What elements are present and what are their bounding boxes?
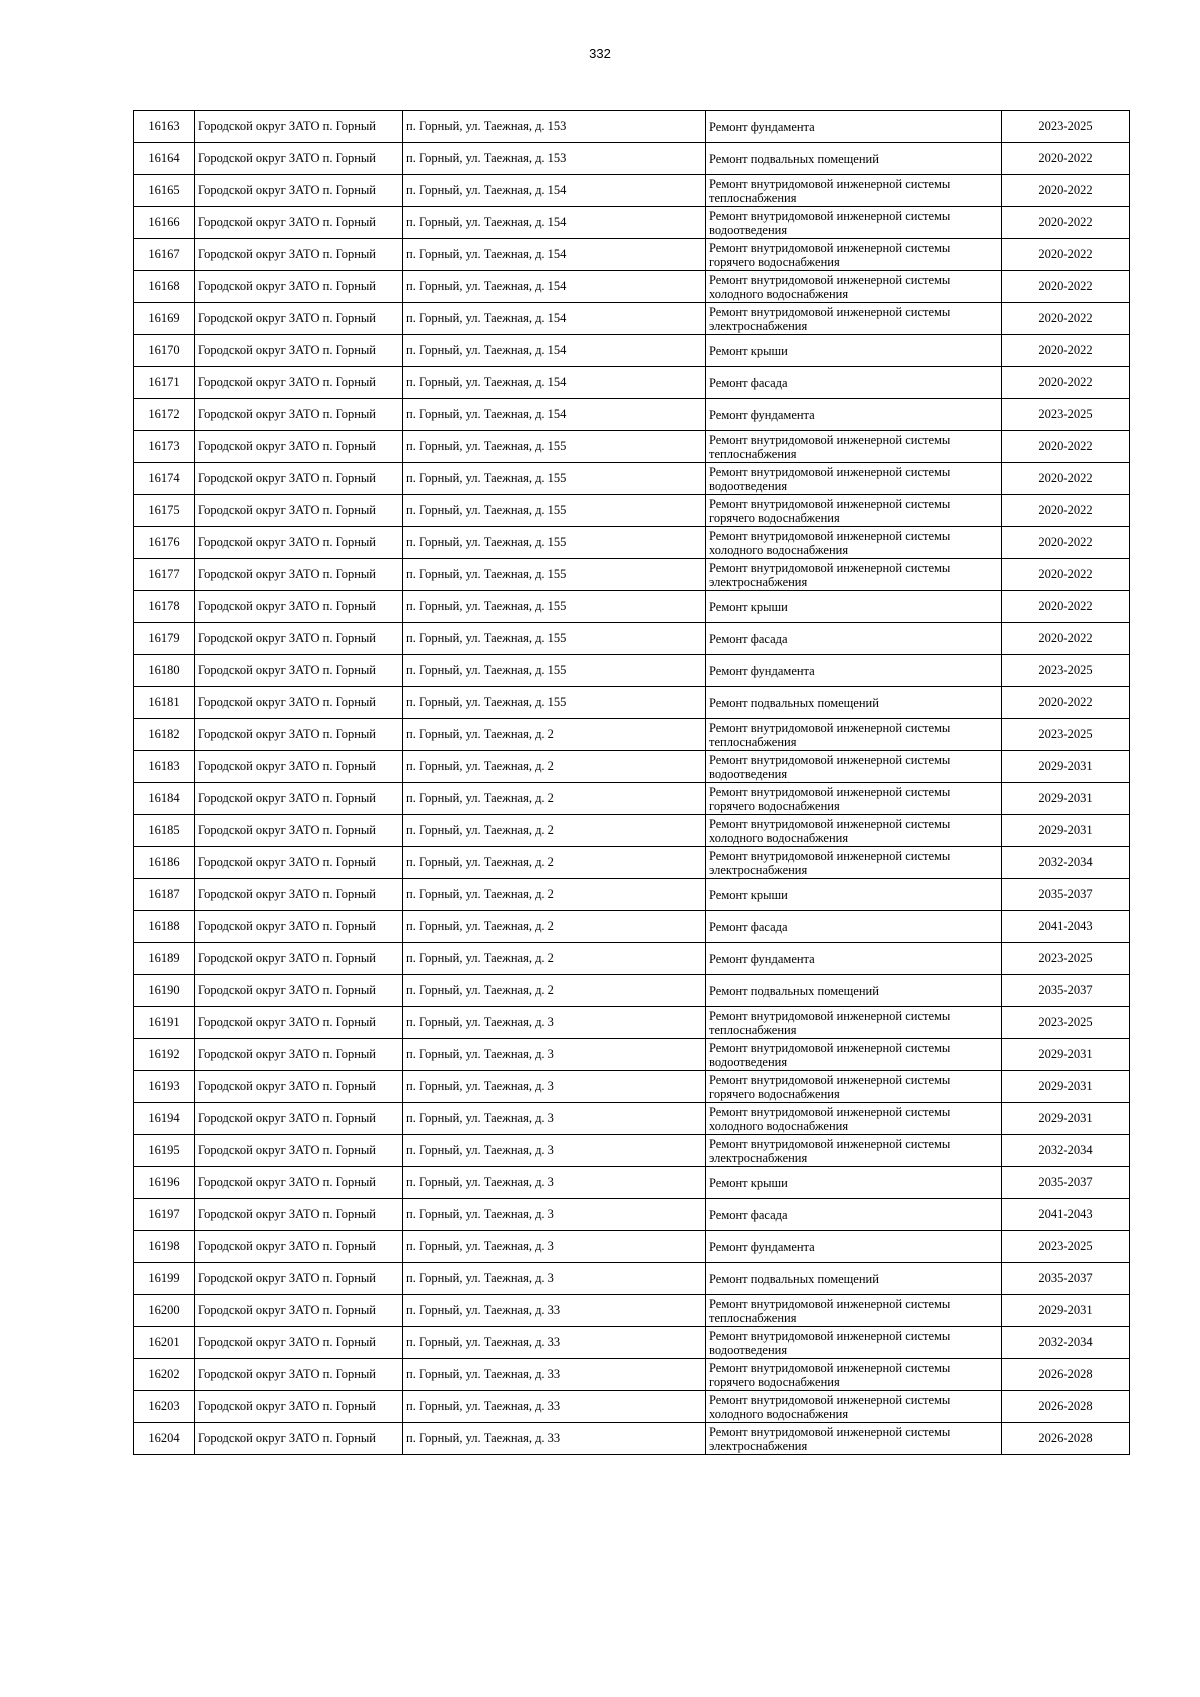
municipality-cell: Городской округ ЗАТО п. Горный bbox=[195, 687, 403, 719]
address-cell: п. Горный, ул. Таежная, д. 33 bbox=[403, 1327, 706, 1359]
address-cell: п. Горный, ул. Таежная, д. 3 bbox=[403, 1135, 706, 1167]
work-type-cell: Ремонт фасада bbox=[706, 911, 1002, 943]
address-cell: п. Горный, ул. Таежная, д. 3 bbox=[403, 1039, 706, 1071]
period-cell: 2020-2022 bbox=[1002, 143, 1130, 175]
address-cell: п. Горный, ул. Таежная, д. 33 bbox=[403, 1359, 706, 1391]
period-cell: 2023-2025 bbox=[1002, 399, 1130, 431]
municipality-cell: Городской округ ЗАТО п. Горный bbox=[195, 943, 403, 975]
municipality-cell: Городской округ ЗАТО п. Горный bbox=[195, 623, 403, 655]
table-row bbox=[134, 975, 1130, 1007]
table-row bbox=[134, 1423, 1130, 1455]
work-type-cell: Ремонт подвальных помещений bbox=[706, 975, 1002, 1007]
table-row bbox=[134, 751, 1130, 783]
row-number-cell: 16180 bbox=[134, 655, 195, 687]
municipality-cell: Городской округ ЗАТО п. Горный bbox=[195, 1007, 403, 1039]
work-type-cell: Ремонт фундамента bbox=[706, 655, 1002, 687]
work-type-cell: Ремонт внутридомовой инженерной системы теплоснабжения bbox=[706, 719, 1002, 751]
work-type-cell: Ремонт внутридомовой инженерной системы водоотведения bbox=[706, 463, 1002, 495]
work-type-cell: Ремонт внутридомовой инженерной системы теплоснабжения bbox=[706, 1295, 1002, 1327]
period-cell: 2020-2022 bbox=[1002, 335, 1130, 367]
row-number-cell: 16194 bbox=[134, 1103, 195, 1135]
work-type-cell: Ремонт крыши bbox=[706, 591, 1002, 623]
period-cell: 2029-2031 bbox=[1002, 1295, 1130, 1327]
period-cell: 2032-2034 bbox=[1002, 1327, 1130, 1359]
row-number-cell: 16185 bbox=[134, 815, 195, 847]
period-cell: 2035-2037 bbox=[1002, 879, 1130, 911]
row-number-cell: 16203 bbox=[134, 1391, 195, 1423]
address-cell: п. Горный, ул. Таежная, д. 154 bbox=[403, 399, 706, 431]
table-row bbox=[134, 847, 1130, 879]
row-number-cell: 16172 bbox=[134, 399, 195, 431]
table-row bbox=[134, 1103, 1130, 1135]
period-cell: 2020-2022 bbox=[1002, 495, 1130, 527]
address-cell: п. Горный, ул. Таежная, д. 2 bbox=[403, 975, 706, 1007]
address-cell: п. Горный, ул. Таежная, д. 155 bbox=[403, 559, 706, 591]
period-cell: 2026-2028 bbox=[1002, 1359, 1130, 1391]
row-number-cell: 16182 bbox=[134, 719, 195, 751]
work-type-cell: Ремонт фасада bbox=[706, 367, 1002, 399]
row-number-cell: 16165 bbox=[134, 175, 195, 207]
row-number-cell: 16202 bbox=[134, 1359, 195, 1391]
row-number-cell: 16186 bbox=[134, 847, 195, 879]
table-row bbox=[134, 207, 1130, 239]
work-type-cell: Ремонт подвальных помещений bbox=[706, 1263, 1002, 1295]
table-row bbox=[134, 303, 1130, 335]
address-cell: п. Горный, ул. Таежная, д. 154 bbox=[403, 303, 706, 335]
address-cell: п. Горный, ул. Таежная, д. 3 bbox=[403, 1231, 706, 1263]
municipality-cell: Городской округ ЗАТО п. Горный bbox=[195, 975, 403, 1007]
work-type-cell: Ремонт внутридомовой инженерной системы электроснабжения bbox=[706, 559, 1002, 591]
municipality-cell: Городской округ ЗАТО п. Горный bbox=[195, 751, 403, 783]
municipality-cell: Городской округ ЗАТО п. Горный bbox=[195, 303, 403, 335]
work-type-cell: Ремонт подвальных помещений bbox=[706, 687, 1002, 719]
municipality-cell: Городской округ ЗАТО п. Горный bbox=[195, 1295, 403, 1327]
municipality-cell: Городской округ ЗАТО п. Горный bbox=[195, 1135, 403, 1167]
work-type-cell: Ремонт внутридомовой инженерной системы водоотведения bbox=[706, 751, 1002, 783]
table-row bbox=[134, 783, 1130, 815]
period-cell: 2035-2037 bbox=[1002, 1167, 1130, 1199]
table-row bbox=[134, 1263, 1130, 1295]
address-cell: п. Горный, ул. Таежная, д. 2 bbox=[403, 943, 706, 975]
address-cell: п. Горный, ул. Таежная, д. 33 bbox=[403, 1423, 706, 1455]
row-number-cell: 16199 bbox=[134, 1263, 195, 1295]
table-row bbox=[134, 495, 1130, 527]
period-cell: 2020-2022 bbox=[1002, 623, 1130, 655]
work-type-cell: Ремонт фундамента bbox=[706, 111, 1002, 143]
table-row bbox=[134, 271, 1130, 303]
work-type-cell: Ремонт внутридомовой инженерной системы горячего водоснабжения bbox=[706, 239, 1002, 271]
table-row bbox=[134, 143, 1130, 175]
table-row bbox=[134, 399, 1130, 431]
address-cell: п. Горный, ул. Таежная, д. 3 bbox=[403, 1103, 706, 1135]
municipality-cell: Городской округ ЗАТО п. Горный bbox=[195, 527, 403, 559]
work-type-cell: Ремонт внутридомовой инженерной системы водоотведения bbox=[706, 1039, 1002, 1071]
work-type-cell: Ремонт внутридомовой инженерной системы электроснабжения bbox=[706, 847, 1002, 879]
municipality-cell: Городской округ ЗАТО п. Горный bbox=[195, 847, 403, 879]
work-type-cell: Ремонт подвальных помещений bbox=[706, 143, 1002, 175]
address-cell: п. Горный, ул. Таежная, д. 2 bbox=[403, 815, 706, 847]
row-number-cell: 16197 bbox=[134, 1199, 195, 1231]
row-number-cell: 16178 bbox=[134, 591, 195, 623]
municipality-cell: Городской округ ЗАТО п. Горный bbox=[195, 1103, 403, 1135]
municipality-cell: Городской округ ЗАТО п. Горный bbox=[195, 815, 403, 847]
table-row bbox=[134, 1007, 1130, 1039]
work-type-cell: Ремонт внутридомовой инженерной системы электроснабжения bbox=[706, 1423, 1002, 1455]
table-row bbox=[134, 943, 1130, 975]
period-cell: 2020-2022 bbox=[1002, 431, 1130, 463]
table-row bbox=[134, 463, 1130, 495]
municipality-cell: Городской округ ЗАТО п. Горный bbox=[195, 1039, 403, 1071]
address-cell: п. Горный, ул. Таежная, д. 154 bbox=[403, 207, 706, 239]
table-row bbox=[134, 687, 1130, 719]
table-row bbox=[134, 1359, 1130, 1391]
work-type-cell: Ремонт фундамента bbox=[706, 1231, 1002, 1263]
period-cell: 2020-2022 bbox=[1002, 559, 1130, 591]
address-cell: п. Горный, ул. Таежная, д. 153 bbox=[403, 143, 706, 175]
municipality-cell: Городской округ ЗАТО п. Горный bbox=[195, 1327, 403, 1359]
address-cell: п. Горный, ул. Таежная, д. 155 bbox=[403, 431, 706, 463]
row-number-cell: 16189 bbox=[134, 943, 195, 975]
table-row bbox=[134, 623, 1130, 655]
table-row bbox=[134, 527, 1130, 559]
period-cell: 2020-2022 bbox=[1002, 239, 1130, 271]
address-cell: п. Горный, ул. Таежная, д. 3 bbox=[403, 1263, 706, 1295]
address-cell: п. Горный, ул. Таежная, д. 155 bbox=[403, 623, 706, 655]
row-number-cell: 16204 bbox=[134, 1423, 195, 1455]
work-type-cell: Ремонт внутридомовой инженерной системы теплоснабжения bbox=[706, 431, 1002, 463]
municipality-cell: Городской округ ЗАТО п. Горный bbox=[195, 655, 403, 687]
row-number-cell: 16183 bbox=[134, 751, 195, 783]
row-number-cell: 16200 bbox=[134, 1295, 195, 1327]
work-type-cell: Ремонт фундамента bbox=[706, 943, 1002, 975]
address-cell: п. Горный, ул. Таежная, д. 2 bbox=[403, 847, 706, 879]
work-type-cell: Ремонт внутридомовой инженерной системы холодного водоснабжения bbox=[706, 1103, 1002, 1135]
period-cell: 2035-2037 bbox=[1002, 975, 1130, 1007]
period-cell: 2032-2034 bbox=[1002, 847, 1130, 879]
address-cell: п. Горный, ул. Таежная, д. 154 bbox=[403, 271, 706, 303]
period-cell: 2023-2025 bbox=[1002, 943, 1130, 975]
period-cell: 2023-2025 bbox=[1002, 655, 1130, 687]
row-number-cell: 16187 bbox=[134, 879, 195, 911]
work-type-cell: Ремонт крыши bbox=[706, 335, 1002, 367]
period-cell: 2029-2031 bbox=[1002, 1103, 1130, 1135]
work-type-cell: Ремонт внутридомовой инженерной системы холодного водоснабжения bbox=[706, 1391, 1002, 1423]
period-cell: 2020-2022 bbox=[1002, 687, 1130, 719]
row-number-cell: 16173 bbox=[134, 431, 195, 463]
period-cell: 2020-2022 bbox=[1002, 367, 1130, 399]
municipality-cell: Городской округ ЗАТО п. Горный bbox=[195, 1391, 403, 1423]
address-cell: п. Горный, ул. Таежная, д. 153 bbox=[403, 111, 706, 143]
table-row bbox=[134, 1167, 1130, 1199]
work-type-cell: Ремонт внутридомовой инженерной системы водоотведения bbox=[706, 207, 1002, 239]
municipality-cell: Городской округ ЗАТО п. Горный bbox=[195, 1359, 403, 1391]
table-row bbox=[134, 175, 1130, 207]
table-row bbox=[134, 1327, 1130, 1359]
period-cell: 2020-2022 bbox=[1002, 175, 1130, 207]
period-cell: 2026-2028 bbox=[1002, 1423, 1130, 1455]
address-cell: п. Горный, ул. Таежная, д. 155 bbox=[403, 591, 706, 623]
work-type-cell: Ремонт внутридомовой инженерной системы холодного водоснабжения bbox=[706, 815, 1002, 847]
table-row bbox=[134, 815, 1130, 847]
municipality-cell: Городской округ ЗАТО п. Горный bbox=[195, 367, 403, 399]
row-number-cell: 16174 bbox=[134, 463, 195, 495]
period-cell: 2029-2031 bbox=[1002, 783, 1130, 815]
period-cell: 2023-2025 bbox=[1002, 111, 1130, 143]
municipality-cell: Городской округ ЗАТО п. Горный bbox=[195, 207, 403, 239]
row-number-cell: 16191 bbox=[134, 1007, 195, 1039]
address-cell: п. Горный, ул. Таежная, д. 3 bbox=[403, 1071, 706, 1103]
period-cell: 2020-2022 bbox=[1002, 207, 1130, 239]
row-number-cell: 16179 bbox=[134, 623, 195, 655]
row-number-cell: 16195 bbox=[134, 1135, 195, 1167]
municipality-cell: Городской округ ЗАТО п. Горный bbox=[195, 1423, 403, 1455]
municipality-cell: Городской округ ЗАТО п. Горный bbox=[195, 559, 403, 591]
work-type-cell: Ремонт внутридомовой инженерной системы горячего водоснабжения bbox=[706, 1071, 1002, 1103]
municipality-cell: Городской округ ЗАТО п. Горный bbox=[195, 271, 403, 303]
address-cell: п. Горный, ул. Таежная, д. 2 bbox=[403, 783, 706, 815]
address-cell: п. Горный, ул. Таежная, д. 154 bbox=[403, 239, 706, 271]
period-cell: 2023-2025 bbox=[1002, 1231, 1130, 1263]
address-cell: п. Горный, ул. Таежная, д. 155 bbox=[403, 655, 706, 687]
municipality-cell: Городской округ ЗАТО п. Горный bbox=[195, 879, 403, 911]
address-cell: п. Горный, ул. Таежная, д. 3 bbox=[403, 1167, 706, 1199]
row-number-cell: 16184 bbox=[134, 783, 195, 815]
table-row bbox=[134, 1039, 1130, 1071]
work-type-cell: Ремонт фасада bbox=[706, 1199, 1002, 1231]
period-cell: 2020-2022 bbox=[1002, 303, 1130, 335]
address-cell: п. Горный, ул. Таежная, д. 2 bbox=[403, 719, 706, 751]
municipality-cell: Городской округ ЗАТО п. Горный bbox=[195, 495, 403, 527]
row-number-cell: 16177 bbox=[134, 559, 195, 591]
period-cell: 2029-2031 bbox=[1002, 1039, 1130, 1071]
address-cell: п. Горный, ул. Таежная, д. 154 bbox=[403, 335, 706, 367]
municipality-cell: Городской округ ЗАТО п. Горный bbox=[195, 1231, 403, 1263]
address-cell: п. Горный, ул. Таежная, д. 155 bbox=[403, 687, 706, 719]
row-number-cell: 16167 bbox=[134, 239, 195, 271]
municipality-cell: Городской округ ЗАТО п. Горный bbox=[195, 335, 403, 367]
address-cell: п. Горный, ул. Таежная, д. 3 bbox=[403, 1199, 706, 1231]
period-cell: 2035-2037 bbox=[1002, 1263, 1130, 1295]
period-cell: 2020-2022 bbox=[1002, 271, 1130, 303]
work-type-cell: Ремонт внутридомовой инженерной системы водоотведения bbox=[706, 1327, 1002, 1359]
municipality-cell: Городской округ ЗАТО п. Горный bbox=[195, 783, 403, 815]
period-cell: 2032-2034 bbox=[1002, 1135, 1130, 1167]
work-type-cell: Ремонт внутридомовой инженерной системы электроснабжения bbox=[706, 1135, 1002, 1167]
period-cell: 2020-2022 bbox=[1002, 463, 1130, 495]
municipality-cell: Городской округ ЗАТО п. Горный bbox=[195, 463, 403, 495]
address-cell: п. Горный, ул. Таежная, д. 2 bbox=[403, 879, 706, 911]
table-row bbox=[134, 335, 1130, 367]
municipality-cell: Городской округ ЗАТО п. Горный bbox=[195, 399, 403, 431]
municipality-cell: Городской округ ЗАТО п. Горный bbox=[195, 111, 403, 143]
table-row bbox=[134, 1071, 1130, 1103]
address-cell: п. Горный, ул. Таежная, д. 155 bbox=[403, 527, 706, 559]
row-number-cell: 16193 bbox=[134, 1071, 195, 1103]
municipality-cell: Городской округ ЗАТО п. Горный bbox=[195, 143, 403, 175]
municipality-cell: Городской округ ЗАТО п. Горный bbox=[195, 175, 403, 207]
work-type-cell: Ремонт крыши bbox=[706, 1167, 1002, 1199]
municipality-cell: Городской округ ЗАТО п. Горный bbox=[195, 1199, 403, 1231]
table-row bbox=[134, 879, 1130, 911]
table-row bbox=[134, 239, 1130, 271]
table-body bbox=[134, 111, 1130, 1455]
address-cell: п. Горный, ул. Таежная, д. 33 bbox=[403, 1295, 706, 1327]
table-row bbox=[134, 1135, 1130, 1167]
municipality-cell: Городской округ ЗАТО п. Горный bbox=[195, 591, 403, 623]
row-number-cell: 16176 bbox=[134, 527, 195, 559]
municipality-cell: Городской округ ЗАТО п. Горный bbox=[195, 431, 403, 463]
table-row bbox=[134, 655, 1130, 687]
address-cell: п. Горный, ул. Таежная, д. 33 bbox=[403, 1391, 706, 1423]
row-number-cell: 16190 bbox=[134, 975, 195, 1007]
period-cell: 2029-2031 bbox=[1002, 1071, 1130, 1103]
row-number-cell: 16196 bbox=[134, 1167, 195, 1199]
row-number-cell: 16181 bbox=[134, 687, 195, 719]
row-number-cell: 16192 bbox=[134, 1039, 195, 1071]
address-cell: п. Горный, ул. Таежная, д. 3 bbox=[403, 1007, 706, 1039]
table-row bbox=[134, 719, 1130, 751]
work-type-cell: Ремонт внутридомовой инженерной системы теплоснабжения bbox=[706, 1007, 1002, 1039]
period-cell: 2029-2031 bbox=[1002, 751, 1130, 783]
table-row bbox=[134, 1295, 1130, 1327]
row-number-cell: 16164 bbox=[134, 143, 195, 175]
period-cell: 2029-2031 bbox=[1002, 815, 1130, 847]
address-cell: п. Горный, ул. Таежная, д. 155 bbox=[403, 463, 706, 495]
municipality-cell: Городской округ ЗАТО п. Горный bbox=[195, 1167, 403, 1199]
row-number-cell: 16169 bbox=[134, 303, 195, 335]
table-row bbox=[134, 1231, 1130, 1263]
address-cell: п. Горный, ул. Таежная, д. 154 bbox=[403, 367, 706, 399]
municipality-cell: Городской округ ЗАТО п. Горный bbox=[195, 1071, 403, 1103]
work-type-cell: Ремонт внутридомовой инженерной системы горячего водоснабжения bbox=[706, 783, 1002, 815]
table-row bbox=[134, 111, 1130, 143]
period-cell: 2023-2025 bbox=[1002, 1007, 1130, 1039]
period-cell: 2020-2022 bbox=[1002, 527, 1130, 559]
table-row bbox=[134, 367, 1130, 399]
page-number: 332 bbox=[589, 46, 611, 61]
period-cell: 2020-2022 bbox=[1002, 591, 1130, 623]
municipality-cell: Городской округ ЗАТО п. Горный bbox=[195, 1263, 403, 1295]
table-row bbox=[134, 559, 1130, 591]
table-row bbox=[134, 591, 1130, 623]
address-cell: п. Горный, ул. Таежная, д. 2 bbox=[403, 751, 706, 783]
work-type-cell: Ремонт внутридомовой инженерной системы горячего водоснабжения bbox=[706, 1359, 1002, 1391]
row-number-cell: 16170 bbox=[134, 335, 195, 367]
table-row bbox=[134, 1199, 1130, 1231]
table-row bbox=[134, 1391, 1130, 1423]
work-type-cell: Ремонт фасада bbox=[706, 623, 1002, 655]
repair-schedule-table bbox=[133, 110, 1130, 1455]
work-type-cell: Ремонт фундамента bbox=[706, 399, 1002, 431]
work-type-cell: Ремонт внутридомовой инженерной системы холодного водоснабжения bbox=[706, 527, 1002, 559]
municipality-cell: Городской округ ЗАТО п. Горный bbox=[195, 239, 403, 271]
row-number-cell: 16188 bbox=[134, 911, 195, 943]
row-number-cell: 16163 bbox=[134, 111, 195, 143]
work-type-cell: Ремонт внутридомовой инженерной системы теплоснабжения bbox=[706, 175, 1002, 207]
row-number-cell: 16201 bbox=[134, 1327, 195, 1359]
municipality-cell: Городской округ ЗАТО п. Горный bbox=[195, 911, 403, 943]
row-number-cell: 16168 bbox=[134, 271, 195, 303]
period-cell: 2026-2028 bbox=[1002, 1391, 1130, 1423]
table-row bbox=[134, 431, 1130, 463]
period-cell: 2023-2025 bbox=[1002, 719, 1130, 751]
address-cell: п. Горный, ул. Таежная, д. 154 bbox=[403, 175, 706, 207]
work-type-cell: Ремонт крыши bbox=[706, 879, 1002, 911]
row-number-cell: 16198 bbox=[134, 1231, 195, 1263]
period-cell: 2041-2043 bbox=[1002, 1199, 1130, 1231]
work-type-cell: Ремонт внутридомовой инженерной системы электроснабжения bbox=[706, 303, 1002, 335]
address-cell: п. Горный, ул. Таежная, д. 2 bbox=[403, 911, 706, 943]
row-number-cell: 16171 bbox=[134, 367, 195, 399]
work-type-cell: Ремонт внутридомовой инженерной системы холодного водоснабжения bbox=[706, 271, 1002, 303]
work-type-cell: Ремонт внутридомовой инженерной системы горячего водоснабжения bbox=[706, 495, 1002, 527]
period-cell: 2041-2043 bbox=[1002, 911, 1130, 943]
row-number-cell: 16175 bbox=[134, 495, 195, 527]
row-number-cell: 16166 bbox=[134, 207, 195, 239]
address-cell: п. Горный, ул. Таежная, д. 155 bbox=[403, 495, 706, 527]
municipality-cell: Городской округ ЗАТО п. Горный bbox=[195, 719, 403, 751]
table-row bbox=[134, 911, 1130, 943]
